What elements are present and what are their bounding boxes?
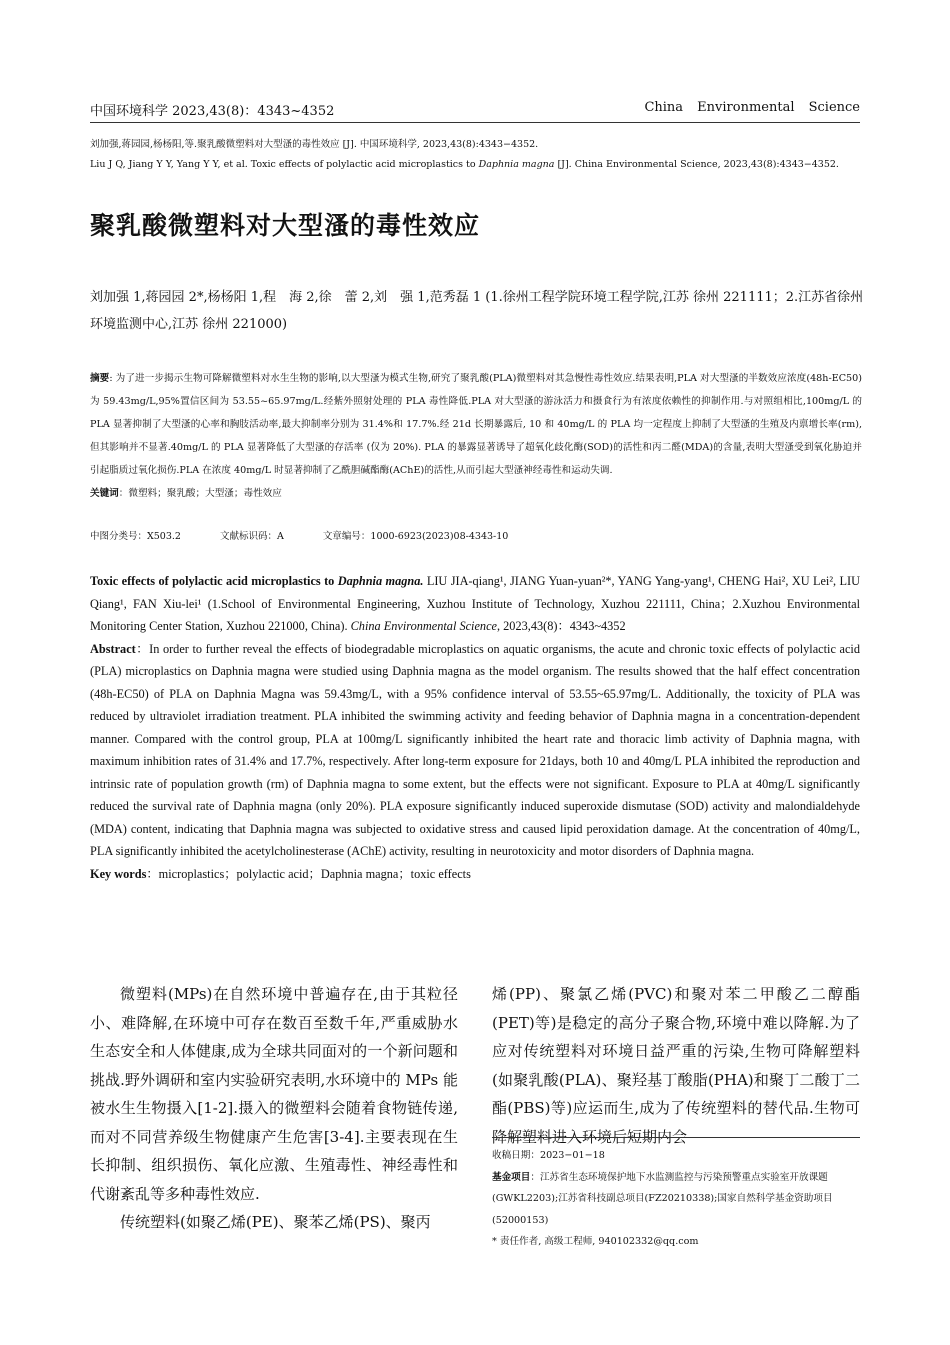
abstract-label: 摘要: [90, 373, 110, 384]
english-keywords: Key words：microplastics；polylactic acid；Daphnia magna；toxic effects: [90, 866, 471, 881]
body-paragraph: 烯(PP)、聚氯乙烯(PVC)和聚对苯二甲酸乙二醇酯(PET)等)是稳定的高分子聚合物,环境中难以降解.为了应对传统塑料对环境日益严重的污染,生物可降解塑料(如聚乳酸(PLA)、聚羟基丁酸脂(PHA)和聚丁二酸丁二酯(PBS)等)应运而生,成为了传统塑料的替代品.生物可降解塑料进入环境后短期内会: [492, 985, 860, 1146]
abstract-text: : 为了进一步揭示生物可降解微塑料对水生生物的影响,以大型溞为模式生物,研究了聚乳酸(PLA)微塑料对其急慢性毒性效应.结果表明,PLA 对大型溞的半数效应浓度(48h-EC50)为 59.43mg/L,95%置信区间为 53.55~65.97mg/L.经紫外照射处理的 PLA 毒性降低.PLA 对大型溞的游泳活力和摄食行为有浓度依赖性的抑制作用.与对照组相比,100mg/L 的 PLA 显著抑制了大型溞的心率和胸肢活动率,最大抑制率分别为 31.4%和 17.7%.经 21d 长期暴露后, 10 和 40mg/L 的 PLA 均一定程度上抑制了大型溞的生殖及内禀增长率(rm),但其影响并不显著.40mg/L 的 PLA 显著降低了大型溞的存活率 (仅为 20%). PLA 的暴露显著诱导了超氧化歧化酶(SOD)的活性和丙二醛(MDA)的含量,表明大型溞受到氧化胁迫并引起脂质过氧化损伤.PLA 在浓度 40mg/L 时显著抑制了乙酰胆碱酯酶(AChE)的活性,从而引起大型溞神经毒性和运动失调.: [90, 373, 863, 476]
footnotes: [492, 1145, 860, 1253]
english-header: Toxic effects of polylactic acid microplastics to Daphnia magna. LIU JIA-qiang¹, JIANG Yuan-yuan²*, YANG Yang-yang¹, CHENG Hai², XU Lei², LIU Qiang¹, FAN Xiu-lei¹ (1.School of Environmental Engineering, Xuzhou Institute of Technology, Xuzhou 221111, China；2.Xuzhou Environmental Monitoring Center Station, Xuzhou 221000, China). China Environmental Science, 2023,43(8)：4343~4352: [90, 574, 860, 633]
journal-header-right: China Environmental Science: [644, 100, 860, 115]
chinese-abstract: [90, 367, 862, 505]
clc-number: 中图分类号：X503.2: [90, 531, 181, 542]
body-right-column: [492, 980, 860, 1151]
article-number: 文章编号：1000-6923(2023)08-4343-10: [322, 531, 509, 542]
keywords-text: ：微塑料；聚乳酸；大型溞；毒性效应: [118, 488, 282, 499]
journal-header-left: 中国环境科学 2023,43(8)：4343~4352: [90, 104, 335, 119]
body-paragraph: 传统塑料(如聚乙烯(PE)、聚苯乙烯(PS)、聚丙: [120, 1213, 431, 1231]
paper-title: 聚乳酸微塑料对大型溞的毒性效应: [90, 211, 481, 240]
footnote-rule: [492, 1137, 860, 1138]
classification-row: [90, 528, 508, 542]
corresponding-author: * 责任作者, 高级工程师, 940102332@qq.com: [492, 1236, 699, 1247]
english-abstract: Abstract：In order to further reveal the effects of biodegradable microplastics on aquatic organisms, the acute and chronic toxic effects of polylactic acid (PLA) microplastics on Daphnia magna were studied using Daphnia magna as the model organism. The results showed that the half effect concentration (48h-EC50) of PLA on Daphnia Magna was 59.43mg/L, with a 95% confidence interval of 53.55~65.97mg/L. Additionally, the toxicity of PLA was reduced by ultraviolet irradiation treatment. PLA inhibited the swimming activity and feeding behavior of Daphnia magna in a concentration-dependent manner. Compared with the control group, PLA at 100mg/L significantly inhibited the heart rate and thoracic limb activity of Daphnia magna, with maximum inhibition rates of 31.4% and 17.7%, respectively. After long-term exposure for 21days, both 10 and 40mg/L PLA inhibited the reproduction and intrinsic rate of population growth (rm) of Daphnia magna to some extent, but the effects were not significant. Exposure to PLA at 40mg/L significantly reduced the survival rate of Daphnia magna (only 20%). PLA exposure significantly induced superoxide dismutase (SOD) activity and malondialdehyde (MDA) content, indicating that Daphnia magna was subjected to oxidative stress and caused lipid peroxidation damage. At the concentration of 40mg/L, PLA significantly inhibited the acetylcholinesterase (AChE) activity, resulting in neurotoxicity and motor disorders of Daphnia magna.: [90, 641, 860, 858]
body-left-column: [90, 980, 458, 1237]
author-list: [90, 284, 865, 338]
received-date: 收稿日期：2023−01−18: [492, 1150, 605, 1161]
citation-en: Liu J Q, Jiang Y Y, Yang Y Y, et al. Toxic effects of polylactic acid microplastics to Daphnia magna [J]. China Environmental Science, 2023,43(8):4343−4352.: [90, 159, 839, 170]
keywords-label: 关键词: [90, 488, 119, 499]
fund-info: 基金项目：江苏省生态环境保护地下水监测监控与污染预警重点实验室开放课题(GWKL2203);江苏省科技副总项目(FZ20210338);国家自然科学基金资助项目(52000153): [492, 1171, 833, 1226]
header-rule: [90, 122, 860, 123]
citation-zh: 刘加强,蒋园园,杨杨阳,等.聚乳酸微塑料对大型溞的毒性效应 [J]. 中国环境科学, 2023,43(8):4343−4352.: [90, 139, 539, 150]
author-names: 刘加强 1,蒋园园 2*,杨杨阳 1,程 海 2,徐 蕾 2,刘 强 1,范秀磊 1: [90, 290, 482, 305]
english-abstract-block: [90, 570, 860, 885]
body-paragraph: 微塑料(MPs)在自然环境中普遍存在,由于其粒径小、难降解,在环境中可存在数百至数千年,严重威胁水生态安全和人体健康,成为全球共同面对的一个新问题和挑战.野外调研和室内实验研究表明,水环境中的 MPs 能被水生生物摄入[1-2].摄入的微塑料会随着食物链传递,而对不同营养级生物健康产生危害[3-4].主要表现在生长抑制、组织损伤、氧化应激、生殖毒性、神经毒性和代谢紊乱等多种毒性效应.: [90, 985, 458, 1203]
doc-code: 文献标识码：A: [220, 531, 284, 542]
author-affiliations: (1.徐州工程学院环境工程学院,江苏 徐州 221111；2.江苏省徐州环境监测中心,江苏 徐州 221000): [90, 290, 864, 332]
